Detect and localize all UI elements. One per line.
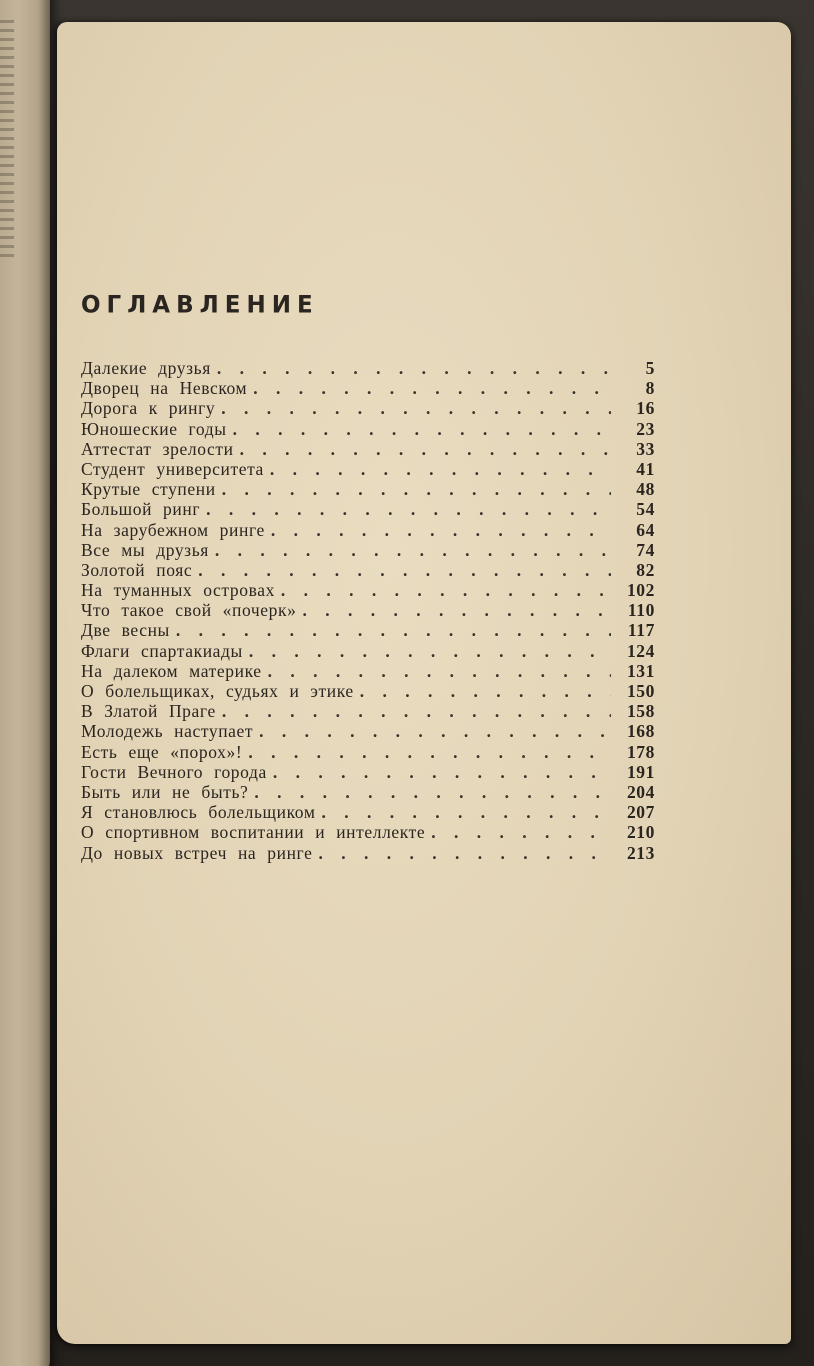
toc-entry-page-number: 48	[636, 479, 655, 500]
toc-entry	[81, 439, 655, 459]
toc-entry	[81, 499, 655, 519]
toc-entry-title: Студент университета	[81, 458, 264, 479]
toc-dot-leader	[271, 520, 611, 541]
toc-entry	[81, 358, 655, 378]
toc-entry-title: О спортивном воспитании и интеллекте	[81, 822, 426, 843]
toc-entry	[81, 600, 655, 620]
toc-entry-title: Дорога к рингу	[81, 398, 216, 419]
toc-entry	[81, 802, 655, 822]
toc-entry-title: Золотой пояс	[81, 559, 193, 580]
toc-entry	[81, 701, 655, 721]
toc-entry-title: Крутые ступени	[81, 479, 216, 500]
toc-entry-page-number: 191	[626, 761, 655, 782]
toc-entry-page-number: 16	[636, 398, 655, 419]
toc-dot-leader	[198, 560, 611, 581]
toc-entry-title: Большой ринг	[81, 499, 201, 520]
toc-entry-page-number: 110	[627, 600, 655, 621]
toc-dot-leader	[249, 641, 611, 662]
toc-entry-title: О болельщиках, судьях и этике	[81, 681, 354, 701]
toc-entry-title: В Златой Праге	[81, 701, 216, 722]
toc-entry-page-number: 41	[636, 458, 655, 479]
toc-dot-leader	[302, 600, 611, 621]
toc-dot-leader	[273, 762, 611, 783]
toc-entry-page-number: 158	[626, 701, 655, 722]
toc-entry-title: Молодежь наступает	[81, 721, 254, 742]
toc-dot-leader	[281, 580, 611, 601]
toc-dot-leader	[248, 742, 611, 763]
toc-entry-page-number: 131	[626, 660, 655, 681]
toc-entry	[81, 762, 655, 782]
toc-entry-page-number: 150	[626, 681, 655, 701]
toc-entry-page-number: 207	[626, 802, 655, 823]
toc-dot-leader	[176, 620, 611, 641]
toc-entry-page-number: 23	[636, 418, 655, 439]
page-title: ОГЛАВЛЕНИЕ	[81, 291, 319, 319]
toc-entry-page-number: 124	[626, 640, 655, 661]
toc-dot-leader	[233, 419, 611, 440]
toc-dot-leader	[217, 358, 611, 379]
toc-dot-leader	[221, 398, 611, 419]
toc-dot-leader	[240, 439, 611, 460]
toc-entry	[81, 661, 655, 681]
toc-entry-page-number: 82	[636, 559, 655, 580]
toc-entry	[81, 459, 655, 479]
toc-dot-leader	[215, 540, 611, 561]
toc-entry-page-number: 117	[627, 620, 655, 641]
toc-entry-title: Юношеские годы	[81, 418, 227, 439]
toc-entry-title: Аттестат зрелости	[81, 438, 234, 459]
toc-dot-leader	[259, 721, 611, 742]
book-page	[57, 22, 791, 1344]
toc-entry-page-number: 102	[626, 580, 655, 601]
toc-entry-page-number: 64	[636, 519, 655, 540]
toc-dot-leader	[254, 782, 611, 803]
toc-entry-title: Дворец на Невском	[81, 378, 248, 399]
toc-entry	[81, 479, 655, 499]
toc-entry-page-number: 33	[636, 438, 655, 459]
toc-entry-title: На туманных островах	[81, 580, 275, 601]
toc-entry-page-number: 204	[626, 781, 655, 802]
left-page-edge	[0, 0, 50, 1366]
toc-entry	[81, 620, 655, 640]
toc-dot-leader	[268, 661, 611, 682]
toc-entry	[81, 580, 655, 600]
toc-dot-leader	[206, 499, 611, 520]
toc-entry	[81, 782, 655, 802]
toc-entry-title: Далекие друзья	[81, 358, 211, 378]
toc-entry-title: Что такое свой «почерк»	[81, 600, 297, 621]
toc-entry-page-number: 5	[645, 358, 655, 378]
toc-entry-page-number: 210	[626, 822, 655, 843]
toc-entry-title: Есть еще «порох»!	[81, 741, 243, 762]
toc-dot-leader	[253, 378, 611, 399]
toc-entry	[81, 398, 655, 418]
toc-entry	[81, 378, 655, 398]
toc-entry-page-number: 178	[626, 741, 655, 762]
toc-entry-page-number: 8	[645, 378, 655, 399]
toc-entry	[81, 641, 655, 661]
toc-entry	[81, 419, 655, 439]
toc-entry-title: Я становлюсь болельщиком	[81, 802, 316, 823]
toc-dot-leader	[318, 843, 611, 864]
toc-entry	[81, 843, 655, 863]
toc-entry	[81, 681, 655, 701]
toc-dot-leader	[322, 802, 611, 823]
toc-entry	[81, 742, 655, 762]
toc-entry-page-number: 74	[636, 539, 655, 560]
toc-dot-leader	[360, 681, 611, 702]
toc-entry-title: На зарубежном ринге	[81, 519, 265, 540]
toc-dot-leader	[270, 459, 611, 480]
toc-entry-title: Две весны	[81, 620, 170, 641]
left-page-print	[0, 20, 14, 260]
toc-dot-leader	[222, 479, 611, 500]
toc-entry-title: Гости Вечного города	[81, 761, 267, 782]
toc-entry-page-number: 213	[626, 842, 655, 863]
toc-entry-title: Быть или не быть?	[81, 781, 249, 802]
toc-entry-title: Все мы друзья	[81, 539, 209, 560]
toc-entry	[81, 540, 655, 560]
toc-entry	[81, 721, 655, 741]
toc-entry	[81, 520, 655, 540]
toc-entry-page-number: 54	[636, 499, 655, 520]
table-of-contents	[81, 358, 655, 863]
toc-entry-title: На далеком материке	[81, 660, 262, 681]
toc-entry-title: До новых встреч на ринге	[81, 842, 313, 863]
toc-dot-leader	[431, 822, 611, 843]
toc-entry	[81, 560, 655, 580]
toc-entry	[81, 822, 655, 842]
toc-entry-title: Флаги спартакиады	[81, 640, 243, 661]
toc-entry-page-number: 168	[626, 721, 655, 742]
toc-dot-leader	[222, 701, 611, 722]
